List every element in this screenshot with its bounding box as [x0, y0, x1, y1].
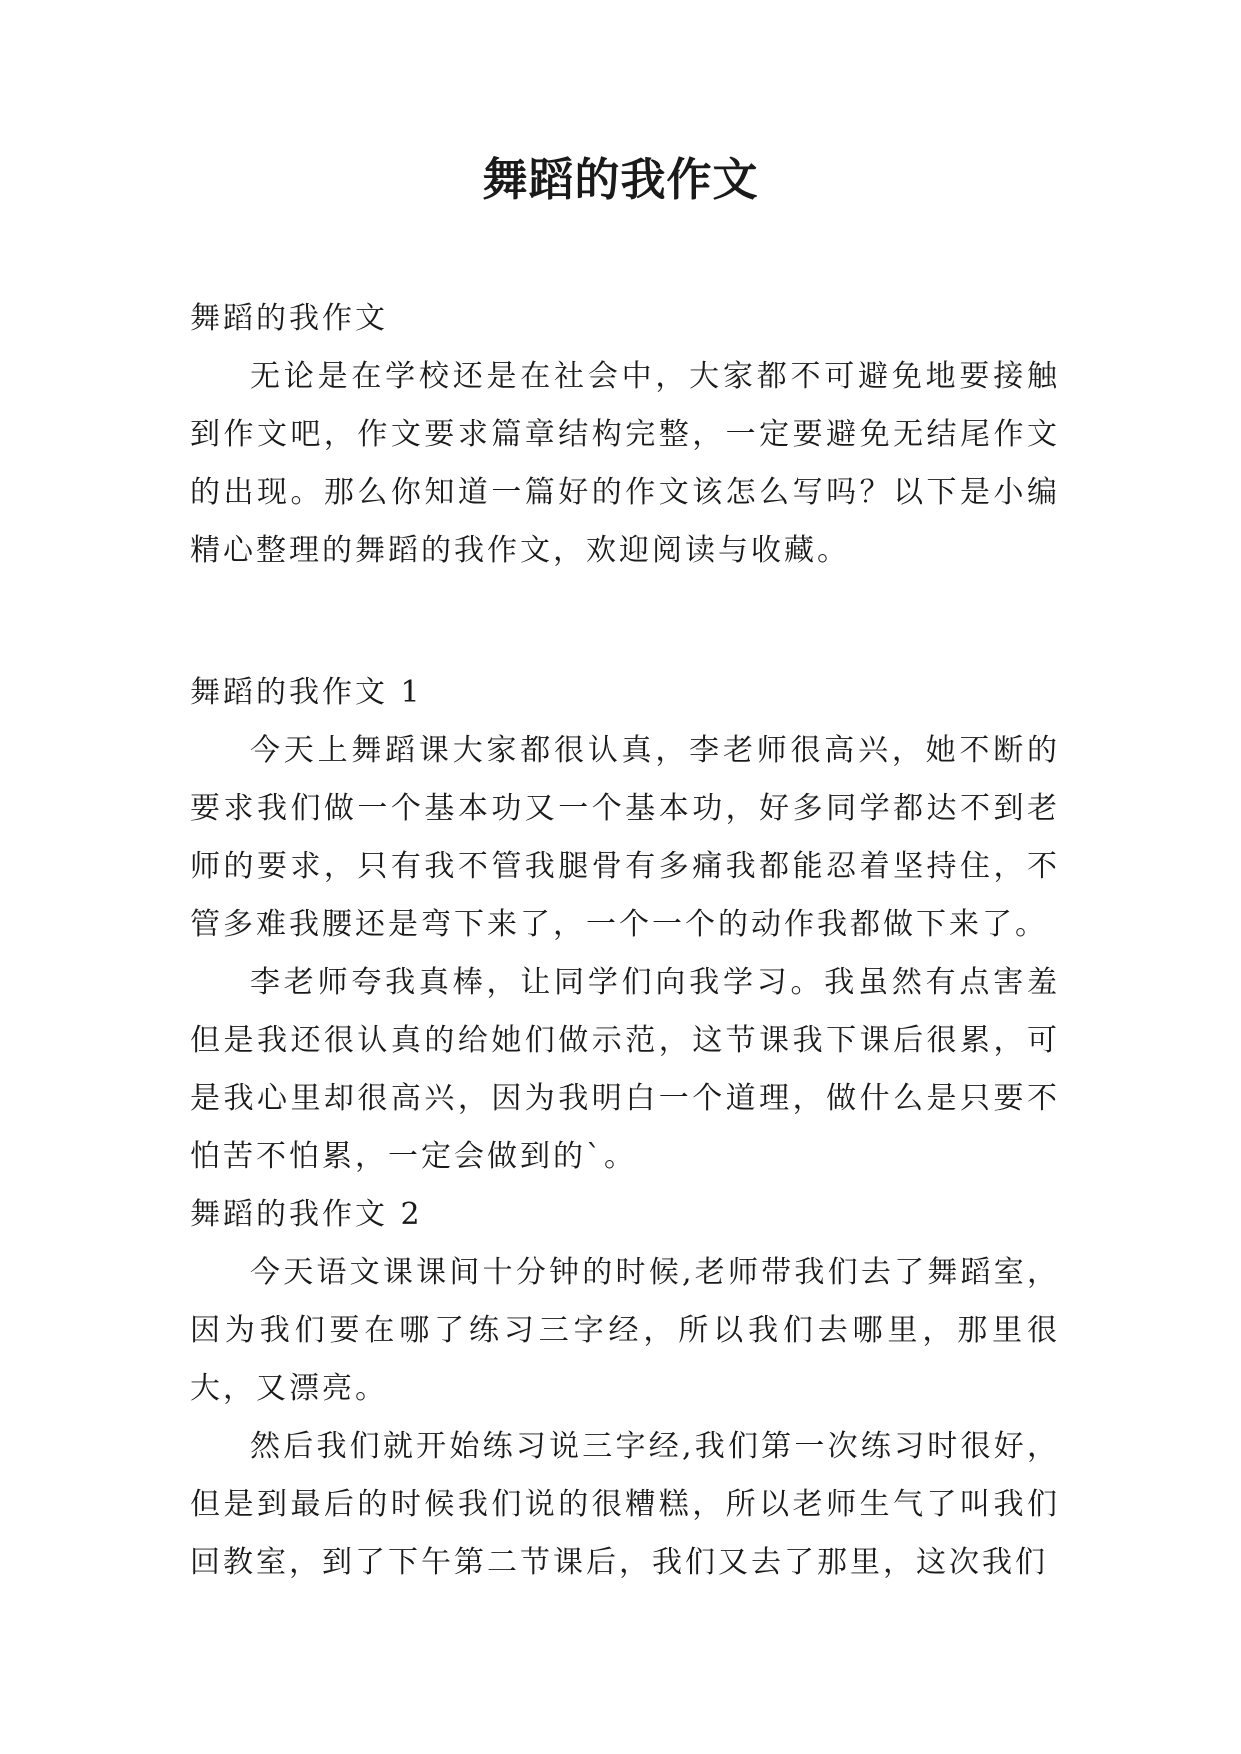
essay-2-heading: 舞蹈的我作文 2 [190, 1197, 423, 1232]
section-gap [190, 580, 1060, 664]
essay-1-paragraph: 今天上舞蹈课大家都很认真，李老师很高兴，她不断的要求我们做一个基本功又一个基本功，好多同学都达不到老师的要求，只有我不管我腿骨有多痛我都能忍着坚持住，不管多难我腰还是弯下来了，一个一个的动作我都做下来了。 [190, 733, 1060, 942]
intro-heading: 舞蹈的我作文 [190, 301, 388, 336]
essay-1-heading: 舞蹈的我作文 1 [190, 675, 423, 710]
essay-2-paragraph: 然后我们就开始练习说三字经,我们第一次练习时很好，但是到最后的时候我们说的很糟糕，所以老师生气了叫我们回教室，到了下午第二节课后，我们又去了那里，这次我们 [190, 1429, 1060, 1580]
essay-1-paragraph: 李老师夸我真棒，让同学们向我学习。我虽然有点害羞但是我还很认真的给她们做示范，这节课我下课后很累，可是我心里却很高兴，因为我明白一个道理，做什么是只要不怕苦不怕累，一定会做到的`。 [190, 965, 1060, 1174]
document-body [190, 290, 1060, 1592]
page-title: 舞蹈的我作文 [482, 153, 759, 206]
essay-2-paragraph: 今天语文课课间十分钟的时候,老师带我们去了舞蹈室，因为我们要在哪了练习三字经，所以我们去哪里，那里很大，又漂亮。 [190, 1255, 1060, 1406]
intro-paragraph: 无论是在学校还是在社会中，大家都不可避免地要接触到作文吧，作文要求篇章结构完整，一定要避免无结尾作文的出现。那么你知道一篇好的作文该怎么写吗？以下是小编精心整理的舞蹈的我作文，欢迎阅读与收藏。 [190, 359, 1060, 568]
